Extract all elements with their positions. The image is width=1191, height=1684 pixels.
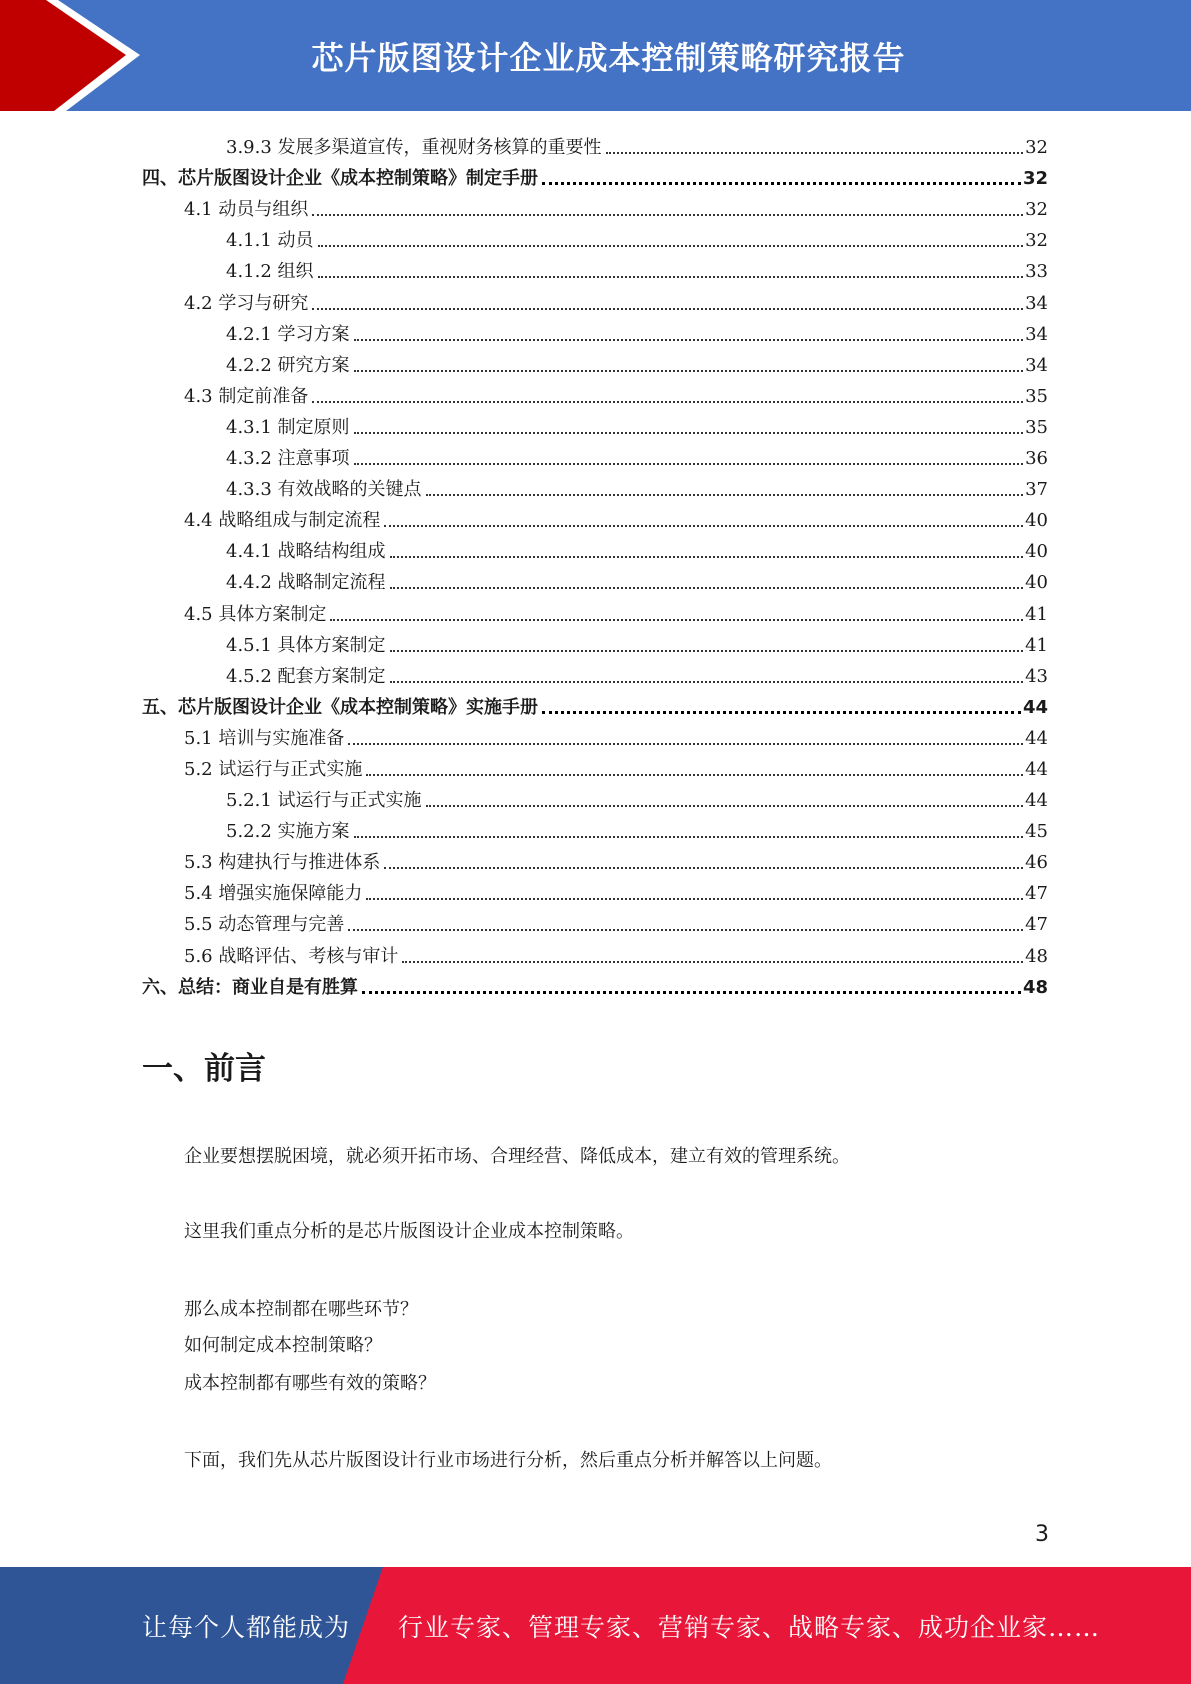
toc-entry-title: 5.5 动态管理与完善 <box>184 914 345 936</box>
toc-entry-page: 41 <box>1025 603 1048 625</box>
toc-entry-page: 44 <box>1025 727 1048 749</box>
toc-dot-leader <box>312 214 1023 216</box>
toc-entry-page: 32 <box>1025 199 1048 221</box>
toc-entry-title: 4.2.1 学习方案 <box>226 323 350 345</box>
toc-entry-page: 40 <box>1025 510 1048 532</box>
toc-entry-title: 4.2.2 研究方案 <box>226 354 350 376</box>
toc-entry-page: 45 <box>1025 821 1048 843</box>
toc-entry-title: 4.4.1 战略结构组成 <box>226 541 386 563</box>
toc-dot-leader <box>366 898 1023 900</box>
toc-entry-title: 3.9.3 发展多渠道宣传，重视财务核算的重要性 <box>226 137 602 159</box>
toc-entry[interactable] <box>142 439 1048 470</box>
toc-dot-leader <box>606 152 1024 154</box>
toc-entry[interactable] <box>142 626 1048 657</box>
toc-entry-title: 5.2.1 试运行与正式实施 <box>226 790 422 812</box>
focus-paragraph: 这里我们重点分析的是芯片版图设计企业成本控制策略。 <box>184 1221 634 1242</box>
toc-dot-leader <box>318 245 1024 247</box>
toc-entry-page: 48 <box>1022 976 1048 998</box>
toc-entry[interactable] <box>142 688 1048 719</box>
toc-dot-leader <box>318 276 1024 278</box>
toc-dot-leader <box>354 836 1024 838</box>
toc-entry-page: 33 <box>1025 261 1048 283</box>
toc-entry-title: 4.5.1 具体方案制定 <box>226 634 386 656</box>
toc-entry[interactable] <box>142 781 1048 812</box>
toc-entry[interactable] <box>142 190 1048 221</box>
toc-dot-leader <box>390 650 1024 652</box>
toc-entry-page: 32 <box>1022 168 1048 190</box>
toc-entry-page: 47 <box>1025 883 1048 905</box>
question-line: 如何制定成本控制策略？ <box>184 1335 382 1356</box>
toc-entry[interactable] <box>142 501 1048 532</box>
toc-entry[interactable] <box>142 812 1048 843</box>
toc-dot-leader <box>390 556 1024 558</box>
page-footer <box>0 1567 1191 1684</box>
toc-dot-leader <box>426 805 1024 807</box>
toc-entry[interactable] <box>142 905 1048 936</box>
toc-entry-title: 4.3 制定前准备 <box>184 385 309 407</box>
toc-entry[interactable] <box>142 657 1048 688</box>
question-line: 那么成本控制都在哪些环节？ <box>184 1299 418 1320</box>
toc-entry-page: 36 <box>1025 448 1048 470</box>
toc-dot-leader <box>362 991 1021 994</box>
toc-entry-page: 34 <box>1025 323 1048 345</box>
toc-entry-page: 48 <box>1025 945 1048 967</box>
toc-entry[interactable] <box>142 750 1048 781</box>
toc-entry-title: 五、芯片版图设计企业《成本控制策略》实施手册 <box>142 696 538 718</box>
toc-dot-leader <box>330 619 1023 621</box>
closing-paragraph: 下面，我们先从芯片版图设计行业市场进行分析，然后重点分析并解答以上问题。 <box>184 1450 832 1471</box>
toc-entry-page: 32 <box>1025 230 1048 252</box>
toc-entry-page: 37 <box>1025 479 1048 501</box>
toc-entry-page: 47 <box>1025 914 1048 936</box>
toc-entry[interactable] <box>142 252 1048 283</box>
toc-dot-leader <box>402 961 1023 963</box>
toc-entry[interactable] <box>142 159 1048 190</box>
toc-entry-page: 44 <box>1025 758 1048 780</box>
toc-dot-leader <box>390 587 1024 589</box>
toc-entry-title: 5.3 构建执行与推进体系 <box>184 852 381 874</box>
toc-entry-title: 4.5.2 配套方案制定 <box>226 665 386 687</box>
toc-entry-page: 41 <box>1025 634 1048 656</box>
toc-entry[interactable] <box>142 874 1048 905</box>
toc-entry-page: 44 <box>1022 696 1048 718</box>
toc-dot-leader <box>312 308 1023 310</box>
table-of-contents <box>142 128 1048 999</box>
toc-dot-leader <box>384 867 1023 869</box>
toc-entry-page: 34 <box>1025 292 1048 314</box>
toc-entry-title: 5.6 战略评估、考核与审计 <box>184 945 399 967</box>
toc-dot-leader <box>384 525 1023 527</box>
toc-entry-title: 4.5 具体方案制定 <box>184 603 327 625</box>
toc-entry[interactable] <box>142 470 1048 501</box>
footer-slogan-right: 行业专家、管理专家、营销专家、战略专家、成功企业家…… <box>398 1612 1101 1642</box>
toc-entry[interactable] <box>142 843 1048 874</box>
toc-entry[interactable] <box>142 315 1048 346</box>
toc-dot-leader <box>354 370 1024 372</box>
page-header <box>0 0 1191 111</box>
report-title: 芯片版图设计企业成本控制策略研究报告 <box>311 38 906 77</box>
toc-entry-title: 4.1.1 动员 <box>226 230 314 252</box>
toc-dot-leader <box>542 711 1021 714</box>
toc-dot-leader <box>354 463 1024 465</box>
toc-entry-title: 5.4 增强实施保障能力 <box>184 883 363 905</box>
toc-dot-leader <box>312 401 1023 403</box>
toc-entry[interactable] <box>142 221 1048 252</box>
footer-slogan-left: 让每个人都能成为 <box>142 1612 351 1642</box>
toc-dot-leader <box>366 774 1023 776</box>
section-heading: 一、前言 <box>142 1051 266 1087</box>
toc-entry[interactable] <box>142 719 1048 750</box>
question-line: 成本控制都有哪些有效的策略？ <box>184 1373 436 1394</box>
toc-entry-page: 44 <box>1025 790 1048 812</box>
toc-entry[interactable] <box>142 128 1048 159</box>
toc-entry[interactable] <box>142 283 1048 314</box>
toc-entry-title: 4.2 学习与研究 <box>184 292 309 314</box>
toc-dot-leader <box>542 182 1021 185</box>
toc-dot-leader <box>354 339 1024 341</box>
toc-dot-leader <box>390 681 1024 683</box>
toc-entry-title: 4.4 战略组成与制定流程 <box>184 510 381 532</box>
toc-entry-page: 35 <box>1025 385 1048 407</box>
toc-entry-page: 46 <box>1025 852 1048 874</box>
toc-entry-title: 4.1.2 组织 <box>226 261 314 283</box>
toc-entry-title: 4.1 动员与组织 <box>184 199 309 221</box>
toc-entry-page: 35 <box>1025 416 1048 438</box>
toc-entry[interactable] <box>142 346 1048 377</box>
toc-dot-leader <box>348 929 1023 931</box>
toc-entry-page: 32 <box>1025 137 1048 159</box>
toc-entry[interactable] <box>142 594 1048 625</box>
toc-entry[interactable] <box>142 563 1048 594</box>
toc-entry-title: 4.3.1 制定原则 <box>226 416 350 438</box>
toc-entry-title: 4.3.3 有效战略的关键点 <box>226 479 422 501</box>
page-number: 3 <box>1035 1522 1049 1547</box>
toc-entry-title: 5.2 试运行与正式实施 <box>184 758 363 780</box>
intro-paragraph: 企业要想摆脱困境，就必须开拓市场、合理经营、降低成本，建立有效的管理系统。 <box>184 1146 850 1167</box>
toc-entry[interactable] <box>142 408 1048 439</box>
toc-entry-title: 六、总结：商业自是有胜算 <box>142 976 358 998</box>
toc-entry-page: 43 <box>1025 665 1048 687</box>
toc-entry-title: 5.2.2 实施方案 <box>226 821 350 843</box>
toc-entry-title: 四、芯片版图设计企业《成本控制策略》制定手册 <box>142 168 538 190</box>
toc-entry[interactable] <box>142 936 1048 967</box>
toc-entry[interactable] <box>142 532 1048 563</box>
toc-dot-leader <box>426 494 1024 496</box>
toc-entry-title: 4.3.2 注意事项 <box>226 448 350 470</box>
toc-entry[interactable] <box>142 377 1048 408</box>
toc-entry-title: 5.1 培训与实施准备 <box>184 727 345 749</box>
toc-dot-leader <box>348 743 1023 745</box>
toc-entry-page: 40 <box>1025 572 1048 594</box>
toc-entry-page: 34 <box>1025 354 1048 376</box>
toc-entry-page: 40 <box>1025 541 1048 563</box>
toc-dot-leader <box>354 432 1024 434</box>
toc-entry-title: 4.4.2 战略制定流程 <box>226 572 386 594</box>
toc-entry[interactable] <box>142 968 1048 999</box>
